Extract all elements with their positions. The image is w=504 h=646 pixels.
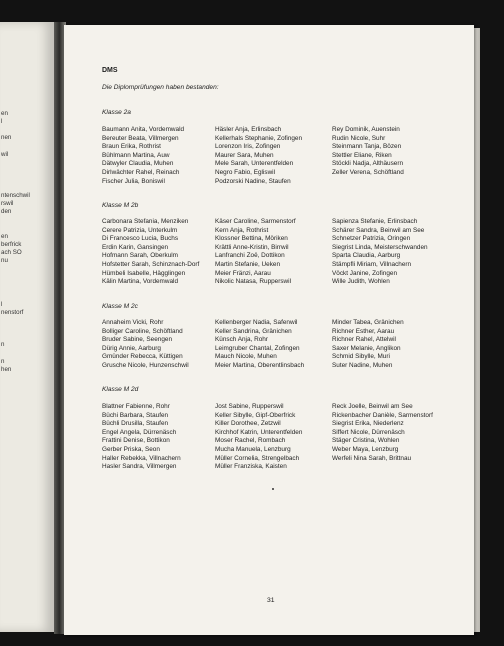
name-entry: Künsch Anja, Rohr [215, 336, 268, 344]
name-entry: Siegrist Erika, Niederlenz [332, 420, 404, 428]
left-page-fragment: ach SO [1, 249, 22, 256]
name-entry: Maurer Sara, Muhen [215, 151, 274, 159]
name-entry: Hümbeli Isabelle, Hägglingen [102, 269, 186, 277]
name-entry: Di Francesco Lucia, Buchs [102, 235, 179, 243]
name-entry: Baumann Anita, Vordemwald [102, 126, 185, 133]
name-column [102, 126, 184, 186]
name-column [332, 218, 428, 287]
name-entry: Nikolic Natasa, Rupperswil [215, 278, 292, 286]
name-entry: Hofstetter Sarah, Schinznach-Dorf [102, 260, 200, 268]
print-speck [272, 488, 274, 490]
name-entry: Steinmann Tanja, Bözen [332, 143, 402, 151]
name-column [215, 403, 302, 472]
name-entry: Stämpfli Miriam, Villnachern [332, 260, 412, 268]
name-entry: Hofmann Sarah, Oberkulm [102, 252, 179, 260]
left-page-fragment: en [1, 110, 8, 117]
name-entry: Kirchhof Katrin, Unterentfelden [215, 428, 303, 436]
left-page-fragment: hen [1, 366, 12, 373]
name-entry: Zeller Verena, Schöftland [332, 168, 404, 176]
name-entry: Lorenzon Iris, Zofingen [215, 143, 281, 151]
name-entry: Mucha Manuela, Lenzburg [215, 445, 291, 453]
name-entry: Stäger Cristina, Wohlen [332, 437, 400, 445]
name-entry: Meier Martina, Oberentlinsbach [215, 361, 305, 369]
left-page-fragment: nenstorf [1, 309, 24, 316]
name-entry: Kellenberger Nadia, Safenwil [215, 319, 298, 326]
name-entry: Carbonara Stefania, Menziken [102, 218, 189, 225]
name-entry: Bereuter Beata, Villmergen [102, 134, 179, 142]
left-page-fragment: wil [1, 151, 9, 158]
name-entry: Vöckt Janine, Zofingen [332, 269, 398, 277]
name-entry: Büchi Barbara, Staufen [102, 411, 169, 419]
name-entry: Martin Stefanie, Ueken [215, 260, 281, 268]
name-entry: Rey Dominik, Auenstein [332, 126, 400, 133]
name-entry: Blattner Fabienne, Rohr [102, 403, 170, 410]
name-entry: Richner Rahel, Attelwil [332, 336, 396, 344]
name-entry: Dürig Annie, Aarburg [102, 344, 161, 352]
class-title: Klasse 2a [102, 109, 131, 116]
name-entry: Häsler Anja, Erlinsbach [215, 126, 282, 133]
name-entry: Moser Rachel, Rombach [215, 437, 286, 445]
name-entry: Bühlmann Martina, Auw [102, 151, 170, 159]
name-entry: Stettler Eliane, Riken [332, 151, 392, 159]
left-page-fragment: ntenschwil [1, 192, 30, 199]
name-entry: Siegrist Linda, Meisterschwanden [332, 243, 428, 251]
name-entry: Stöckli Nadja, Althäusern [332, 160, 404, 168]
name-entry: Podzorski Nadine, Staufen [215, 177, 291, 185]
name-entry: Haller Rebekka, Villnachern [102, 454, 181, 462]
name-entry: Jost Sabine, Rupperswil [215, 403, 284, 410]
name-entry: Schnetzer Patrizia, Oringen [332, 235, 411, 243]
name-entry: Dirlwächter Rahel, Reinach [102, 168, 180, 176]
name-entry: Erdin Karin, Gansingen [102, 243, 169, 251]
name-entry: Schärer Sandra, Beinwil am See [332, 226, 425, 234]
name-entry: Braun Erika, Rothrist [102, 143, 161, 151]
class-title: Klasse M 2c [102, 303, 138, 310]
name-entry: Fischer Julia, Boniswil [102, 177, 165, 185]
name-entry: Saxer Melanie, Anglikon [332, 344, 401, 352]
name-entry: Rickenbacher Danièle, Sarmenstorf [332, 411, 433, 419]
name-entry: Rudin Nicole, Suhr [332, 134, 386, 142]
left-page-fragment: n [1, 358, 5, 365]
name-entry: Dätwyler Claudia, Muhen [102, 160, 174, 168]
class-title: Klasse M 2b [102, 202, 139, 209]
name-entry: Kern Anja, Rothrist [215, 226, 269, 234]
name-entry: Wille Judith, Wohlen [332, 278, 390, 286]
name-entry: Negro Fabio, Egliswil [215, 168, 276, 176]
name-entry: Grusche Nicole, Hunzenschwil [102, 361, 189, 369]
name-entry: Hasler Sandra, Villmergen [102, 463, 177, 471]
name-column [332, 403, 433, 463]
name-entry: Mele Sarah, Unterentfelden [215, 160, 294, 168]
name-entry: Bolliger Caroline, Schöftland [102, 327, 183, 335]
name-entry: Mauch Nicole, Muhen [215, 353, 277, 361]
name-entry: Keller Sandrina, Gränichen [215, 327, 292, 335]
name-entry: Frattini Denise, Bottikon [102, 437, 170, 445]
name-entry: Killer Dorothee, Zetzwil [215, 420, 281, 428]
left-page-fragment: berfrick [1, 241, 22, 248]
document-page [64, 25, 474, 635]
name-entry: Weber Maya, Lenzburg [332, 445, 399, 453]
left-page-fragment: n [1, 341, 5, 348]
name-column [332, 126, 404, 178]
name-entry: Cerere Patrizia, Unterkulm [102, 226, 178, 234]
name-column [215, 319, 304, 371]
name-entry: Gerber Priska, Seon [102, 445, 160, 453]
name-entry: Klossner Bettina, Möriken [215, 235, 288, 243]
name-entry: Kälin Martina, Vordemwald [102, 278, 179, 286]
name-entry: Schmid Sibylle, Muri [332, 353, 390, 361]
name-entry: Reck Joelle, Beinwil am See [332, 403, 413, 410]
name-entry: Bruder Sabine, Seengen [102, 336, 172, 344]
class-title: Klasse M 2d [102, 386, 139, 393]
left-page-edge [0, 22, 54, 632]
name-entry: Lanfranchi Zoë, Dottikon [215, 252, 285, 260]
name-entry: Müller Franziska, Kaisten [215, 463, 287, 471]
name-column [215, 126, 302, 186]
section-heading: DMS [102, 67, 118, 74]
name-column [102, 403, 181, 472]
left-page-fragment: nu [1, 257, 8, 264]
name-entry: Meier Fränzi, Aarau [215, 269, 271, 277]
left-page-fragment: nen [1, 134, 12, 141]
name-entry: Suter Nadine, Muhen [332, 361, 393, 369]
name-entry: Sparta Claudia, Aarburg [332, 252, 401, 260]
left-page-fragment: en [1, 233, 8, 240]
name-entry: Leimgruber Chantal, Zofingen [215, 344, 300, 352]
name-entry: Siffert Nicole, Dürrenäsch [332, 428, 405, 436]
name-entry: Krättli Anne-Kristin, Birrwil [215, 243, 289, 251]
left-page-fragment: l [1, 301, 3, 308]
name-entry: Müller Cornelia, Strengelbach [215, 454, 300, 462]
page-stack-edge [474, 28, 480, 632]
name-entry: Kellerhals Stephanie, Zofingen [215, 134, 303, 142]
name-entry: Werfeli Nina Sarah, Brittnau [332, 454, 412, 462]
left-page-fragment: rswil [1, 200, 14, 207]
name-entry: Annaheim Vicki, Rohr [102, 319, 164, 326]
name-entry: Richner Esther, Aarau [332, 327, 395, 335]
name-column [102, 218, 199, 287]
name-entry: Minder Tabea, Gränichen [332, 319, 404, 326]
left-page-fragment: l [1, 118, 3, 125]
name-entry: Büchli Drusilla, Staufen [102, 420, 169, 428]
name-entry: Käser Caroline, Sarmenstorf [215, 218, 296, 225]
intro-text: Die Diplomprüfungen haben bestanden: [102, 84, 219, 91]
page-number: 31 [267, 597, 275, 604]
left-page-fragment: den [1, 208, 12, 215]
name-column [215, 218, 296, 287]
name-entry: Engel Angela, Dürrenäsch [102, 428, 177, 436]
name-column [332, 319, 404, 371]
name-entry: Keller Sibylle, Gipf-Oberfrick [215, 411, 296, 419]
name-column [102, 319, 189, 371]
name-entry: Sapienza Stefanie, Erlinsbach [332, 218, 418, 225]
name-entry: Gmünder Rebecca, Küttigen [102, 353, 183, 361]
